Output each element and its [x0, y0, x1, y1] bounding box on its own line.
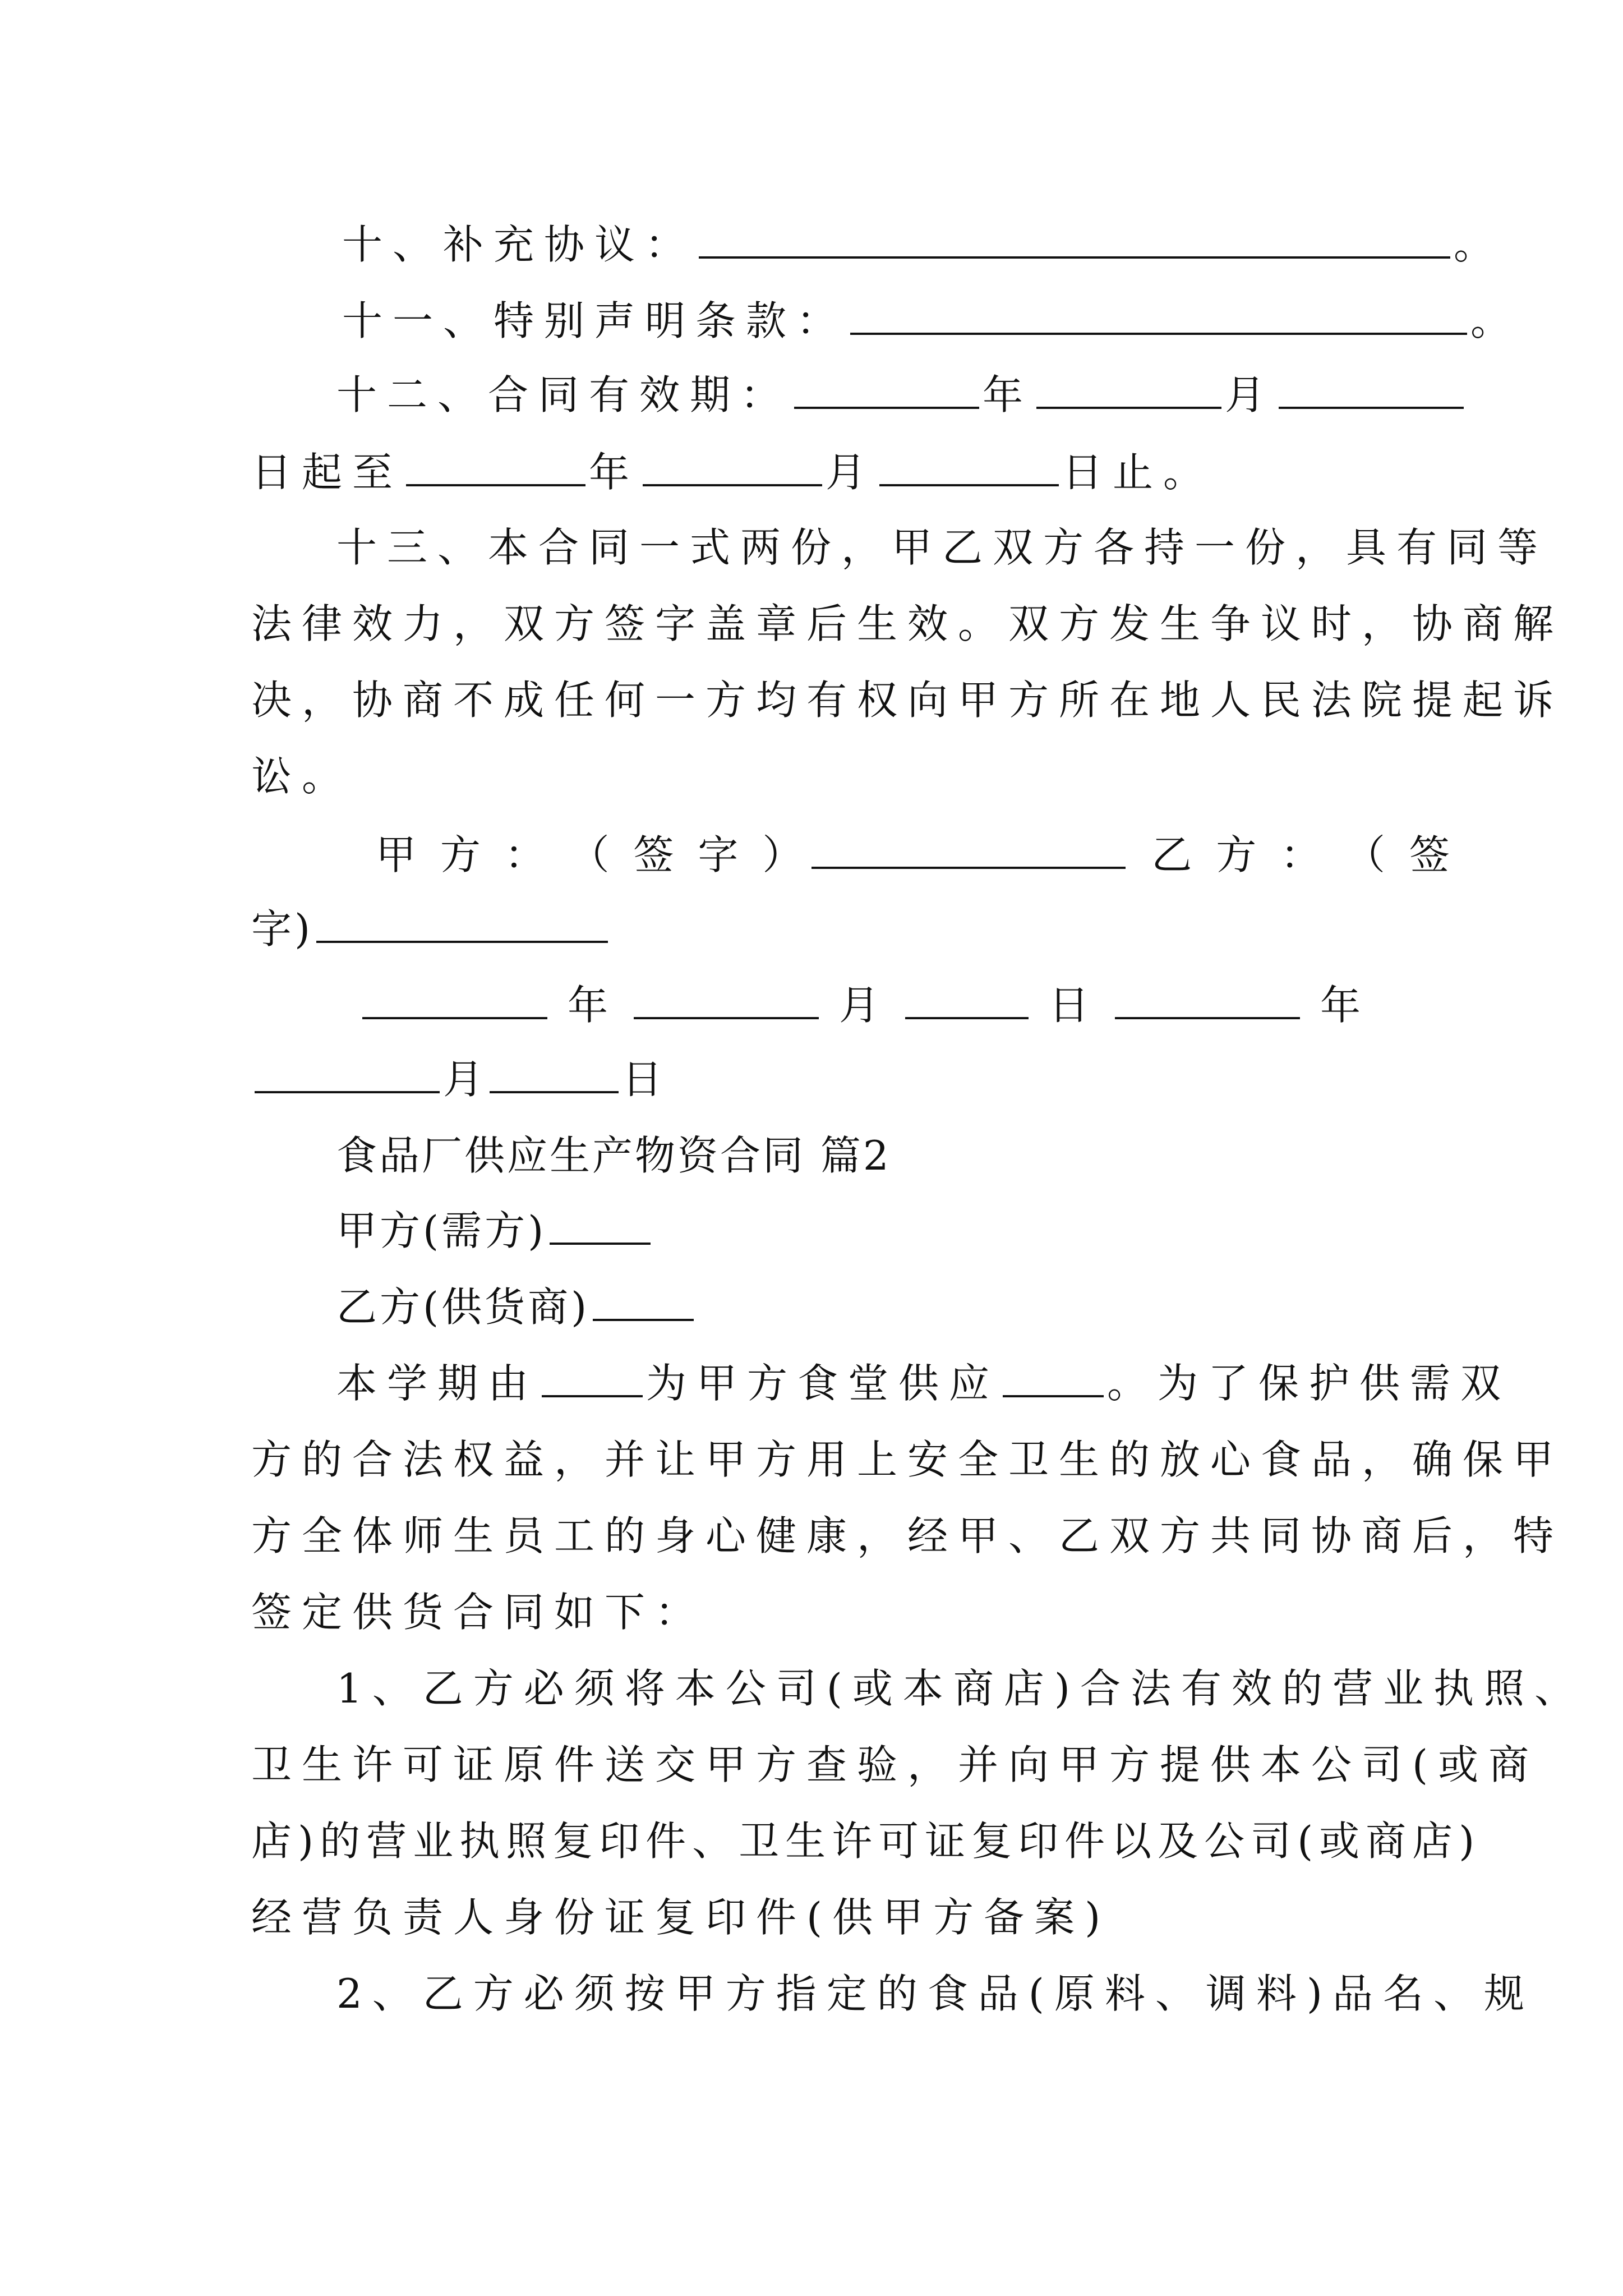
clause-13-line-3: 决，协商不成任何一方均有权向甲方所在地人民法院提起诉	[251, 677, 1564, 724]
from-to-label: 日起至	[251, 449, 403, 496]
clause-13-line-4: 讼。	[251, 753, 353, 800]
signature-line	[376, 831, 1455, 878]
clause-13-line-2: 法律效力，双方签字盖章后生效。双方发生争议时，协商解	[251, 600, 1564, 647]
blank-year	[362, 987, 547, 1019]
month-label: 月	[839, 982, 886, 1029]
blank-year	[794, 376, 979, 409]
clause-11-label: 十一、特别声明条款：	[342, 297, 847, 344]
signature-label-end: 字)	[251, 905, 313, 953]
month-label-b: 月	[443, 1056, 487, 1103]
intro-line-3: 方全体师生员工的身心健康，经甲、乙双方共同协商后，特	[251, 1512, 1564, 1559]
party-a-signature-label: 甲 方 ： （ 签 字 ）	[376, 831, 809, 878]
clause-11-special-statement	[342, 297, 1521, 344]
year-label: 年	[983, 371, 1034, 418]
day-label-b: 日	[622, 1056, 666, 1103]
clause-13-line-1: 十三、本合同一式两份，甲乙双方各持一份，具有同等	[336, 524, 1548, 571]
month-label: 月	[1225, 371, 1276, 418]
party-b-line	[336, 1283, 697, 1331]
blank-party-a	[550, 1212, 651, 1245]
blank-line	[699, 226, 1450, 259]
blank-month	[634, 987, 819, 1019]
blank-day	[905, 987, 1029, 1019]
intro-line-2: 方的合法权益，并让甲方用上安全卫生的放心食品，确保甲	[251, 1436, 1564, 1483]
intro-line-4: 签定供货合同如下：	[251, 1589, 706, 1636]
blank-day	[879, 454, 1059, 486]
blank-day-b	[490, 1061, 619, 1093]
blank-month	[643, 454, 822, 486]
blank-year	[406, 454, 585, 486]
clause-end-mark: 。	[1470, 297, 1521, 344]
blank-party-b	[593, 1289, 694, 1321]
intro-part-c: 。为了保护供需双	[1107, 1360, 1511, 1407]
year-label: 年	[589, 449, 640, 496]
clause-12-label: 十二、合同有效期：	[336, 371, 791, 418]
blank-signature-b	[316, 910, 608, 943]
section-title: 食品厂供应生产物资合同 篇2	[336, 1132, 891, 1179]
article-1-line-2: 卫生许可证原件送交甲方查验，并向甲方提供本公司(或商	[251, 1741, 1539, 1788]
blank-supplier	[542, 1365, 643, 1397]
day-label: 日	[1049, 982, 1095, 1029]
party-a-label: 甲方(需方)	[336, 1207, 547, 1254]
article-1-line-1: 1、乙方必须将本公司(或本商店)合法有效的营业执照、	[336, 1665, 1585, 1712]
blank-month	[1036, 376, 1221, 409]
party-a-line	[336, 1207, 654, 1254]
clause-10-supplementary-agreement	[342, 221, 1505, 268]
clause-12-validity-end	[251, 449, 1214, 496]
blank-year-b	[1115, 987, 1300, 1019]
month-label: 月	[826, 449, 877, 496]
blank-goods	[1003, 1365, 1104, 1397]
article-1-line-4: 经营负责人身份证复印件(供甲方备案)	[251, 1894, 1111, 1941]
blank-day	[1279, 376, 1464, 409]
blank-signature-a	[811, 836, 1126, 869]
signature-line-continued	[251, 905, 611, 953]
intro-part-b: 为甲方食堂供应	[646, 1360, 1000, 1407]
intro-line-1	[336, 1360, 1511, 1407]
clause-12-validity-period	[336, 371, 1467, 418]
party-b-label: 乙方(供货商)	[336, 1283, 590, 1331]
year-label: 年	[568, 982, 614, 1029]
day-end-label: 日止。	[1062, 449, 1214, 496]
intro-part-a: 本学期由	[336, 1360, 539, 1407]
article-1-line-3: 店)的营业执照复印件、卫生许可证复印件以及公司(或商店)	[251, 1818, 1481, 1865]
blank-line	[850, 302, 1467, 335]
party-b-signature-label: 乙 方 ： （ 签	[1151, 831, 1455, 878]
blank-month-b	[255, 1061, 440, 1093]
signature-date-line-continued	[251, 1056, 666, 1103]
clause-10-label: 十、补充协议：	[342, 221, 696, 268]
clause-end-mark: 。	[1454, 221, 1505, 268]
signature-date-line	[359, 982, 1367, 1029]
article-2-line-1: 2、乙方必须按甲方指定的食品(原料、调料)品名、规	[336, 1970, 1534, 2017]
year-label-b: 年	[1320, 982, 1367, 1029]
